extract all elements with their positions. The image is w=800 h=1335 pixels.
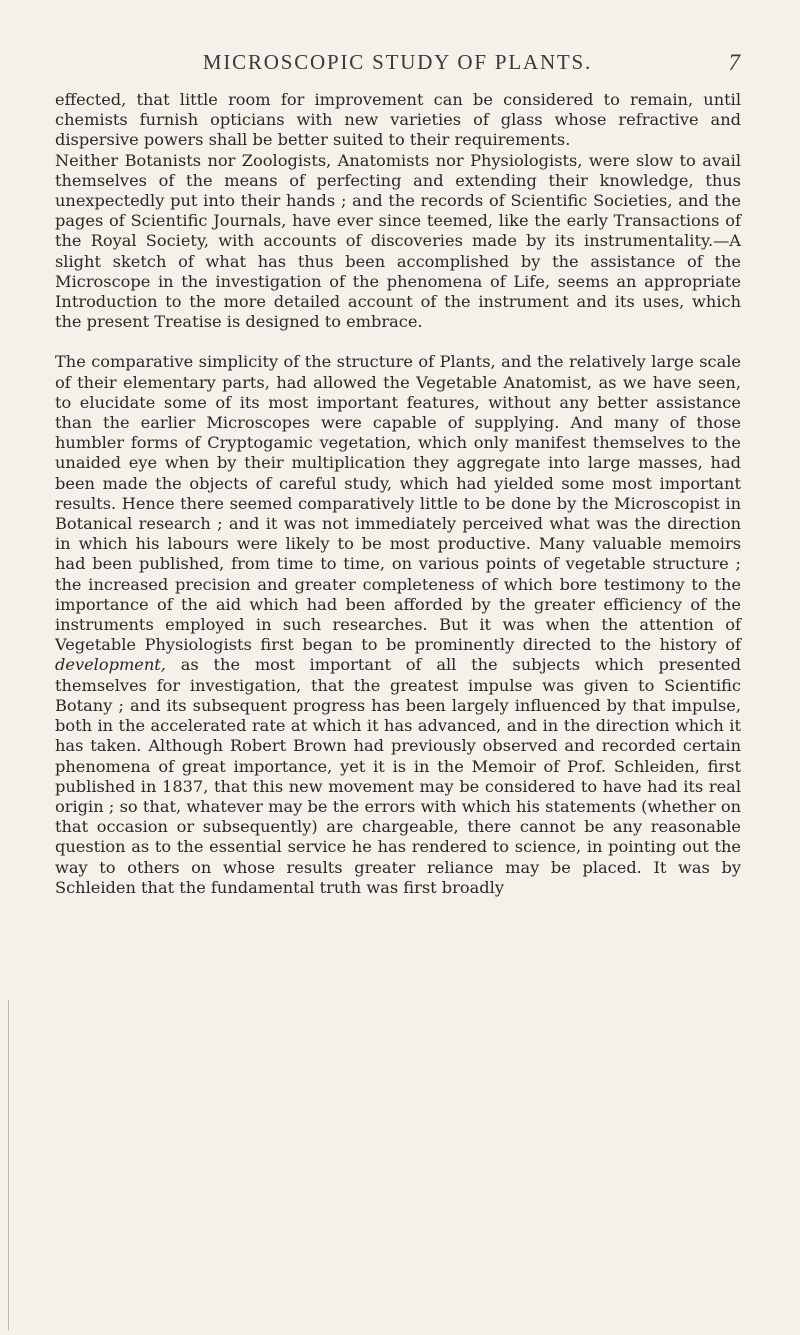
running-head	[55, 50, 740, 82]
body-text	[55, 90, 741, 898]
page-edge-line	[8, 1000, 9, 1330]
running-title: MICROSCOPIC STUDY OF PLANTS.	[202, 50, 593, 74]
paragraph-3-after: as the most important of all the subjects which presented themselves for investigation, that the greatest impulse was given to Scientific Botany ; and its subsequent progress has been largely influenced by that impulse, both in the accelerated rate at which it has advanced, and in the direction which it has taken. Although Robert Brown had previously observed and recorded certain phenomena of great importance, yet it is in the Memoir of Prof. Schleiden, first published in 1837, that this new movement may be considered to have had its real origin ; so that, whatever may be the errors with which his statements (whether on that occasion or subsequently) are chargeable, there cannot be any reasonable question as to the essential service he has rendered to science, in pointing out the way to others on whose results greater reliance may be placed. It was by Schleiden that the fundamental truth was first broadly	[55, 655, 741, 897]
emphasis-development: development,	[55, 655, 166, 675]
page-number: 7	[728, 50, 740, 75]
paragraph-1: effected, that little room for improvement can be considered to remain, until chemists furnish opticians with new varieties of glass whose refractive and dispersive powers shall be better suited to their requirements.	[55, 90, 741, 150]
paragraph-3-before: The comparative simplicity of the structure of Plants, and the relatively large scale of their elementary parts, had allowed the Vegetable Anatomist, as we have seen, to elucidate some of its most important features, without any better assistance than the earlier Microscopes were capable of supplying. And many of those humbler forms of Cryptogamic vegetation, which only manifest themselves to the unaided eye when by their multiplication they aggregate into large masses, had been made the objects of careful study, which had yielded some most important results. Hence there seemed comparatively little to be done by the Microscopist in Botanical research ; and it was not immediately perceived what was the direction in which his labours were likely to be most productive. Many valuable memoirs had been published, from time to time, on various points of vegetable structure ; the increased precision and greater completeness of which bore testimony to the importance of the aid which had been afforded by the greater efficiency of the instruments employed in such researches. But it was when the attention of Vegetable Physiologists first began to be prominently directed to the history of	[55, 352, 741, 655]
paragraph-3	[55, 352, 741, 897]
paragraph-2: Neither Botanists nor Zoologists, Anatomists nor Physiologists, were slow to avail themselves of the means of perfecting and extending their knowledge, thus unexpectedly put into their hands ; and the records of Scientific Societies, and the pages of Scientific Journals, have ever since teemed, like the early Transactions of the Royal Society, with accounts of discoveries made by its instrumentality.—A slight sketch of what has thus been accomplished by the assistance of the Microscope in the investigation of the phenomena of Life, seems an appropriate Introduction to the more detailed account of the instrument and its uses, which the present Treatise is designed to embrace.	[55, 150, 741, 332]
